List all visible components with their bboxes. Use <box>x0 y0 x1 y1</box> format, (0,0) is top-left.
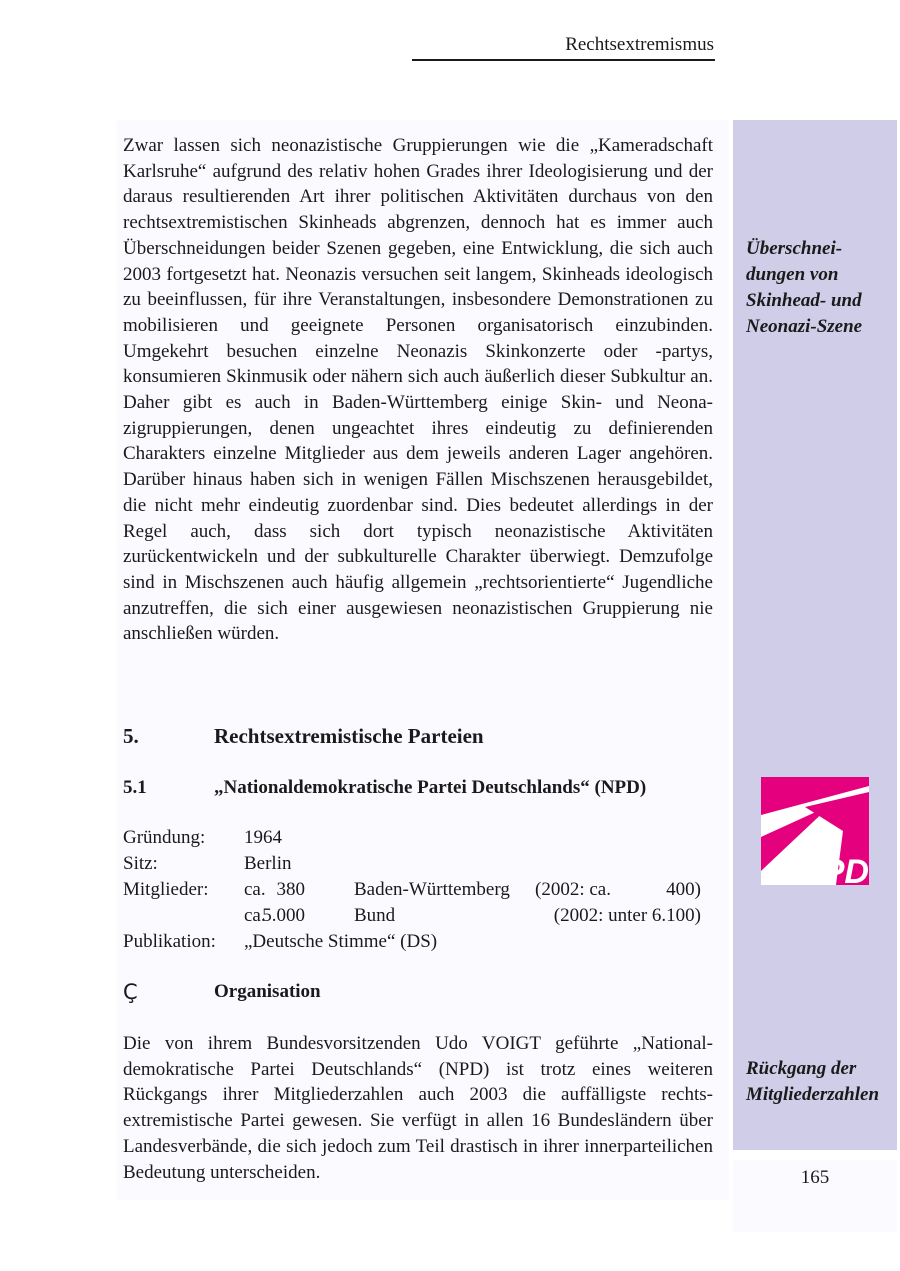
members-prefix: ca. <box>244 879 266 900</box>
fact-founding-label: Gründung: <box>123 827 206 848</box>
organisation-title: Organisation <box>214 981 321 1002</box>
section-5-title: Rechtsextremistische Parteien <box>214 724 484 748</box>
fact-publication-value: „Deutsche Stimme“ (DS) <box>244 931 438 952</box>
fact-founding <box>123 825 703 851</box>
organisation-heading <box>123 980 713 1004</box>
section-5-number: 5. <box>123 724 139 748</box>
running-header: Rechtsextremismus <box>565 34 714 55</box>
fact-members-label: Mitglieder: <box>123 879 209 900</box>
margin-note-overlap: Überschneidungen von Skinhead- und Neonazi-Szene <box>746 238 863 337</box>
fact-founding-value: 1964 <box>244 827 282 848</box>
section-5-1-title: „Nationaldemokratische Partei Deutschlands“ (NPD) <box>214 777 647 798</box>
members-region: Baden-Württemberg <box>354 879 510 900</box>
fact-publication <box>123 929 703 955</box>
organisation-paragraph: Die von ihrem Bundesvorsitzenden Udo VOIGT geführte „Nationaldemokratische Partei Deutschlands“ (NPD) ist trotz eines weiteren Rückgangs ihrer Mitgliederzahlen auch 2003 die auffälligste rechtsextremistische Partei gewesen. Sie verfügt in allen 16 Bundesländern über Landesverbände, die sich jedoch zum Teil drastisch in ihrer innerparteilichen Bedeutung unterscheiden. <box>123 1033 713 1183</box>
members-prev-label: (2002: ca. <box>535 879 611 900</box>
margin-note-decline: Rückgang der Mitgliederzahlen <box>746 1058 880 1105</box>
members-count: 380 <box>276 879 305 900</box>
members-prefix: ca. <box>244 905 266 926</box>
fact-members-regional <box>123 877 703 903</box>
fact-publication-label: Publikation: <box>123 931 216 952</box>
section-5-1-heading <box>123 776 713 800</box>
npd-logo <box>761 777 869 885</box>
party-facts <box>123 825 703 955</box>
fact-seat-label: Sitz: <box>123 853 158 874</box>
members-prev-value: 400) <box>666 879 701 900</box>
section-5-1-number: 5.1 <box>123 777 147 798</box>
fact-seat <box>123 851 703 877</box>
fact-members-federal <box>123 903 703 929</box>
header-rule <box>412 59 715 61</box>
npd-logo-text: NPD <box>797 853 869 885</box>
fact-seat-value: Berlin <box>244 853 292 874</box>
members-prev-label: (2002: unter 6.100) <box>553 905 701 926</box>
section-5-heading <box>123 723 713 749</box>
intro-paragraph: Zwar lassen sich neonazistische Gruppierungen wie die „Kameradschaft Karlsruhe“ aufgrund des relativ hohen Grades ihrer Ideologisierung und der daraus resultierenden Art ihrer politischen Aktivitäten durchaus von den rechtsextremistischen Skinheads abgrenzen, dennoch hat es immer auch Überschneidungen beider Szenen gegeben, eine Entwicklung, die sich auch 2003 fortgesetzt hat. Neonazis versuchen seit langem, Skinheads ideologisch zu beeinflussen, für ihre Veranstaltungen, insbesondere Demonstrationen zu mobilisieren und geeignete Personen organisatorisch einzubinden. Umgekehrt besuchen einzelne Neonazis Skinkonzerte oder -partys, konsumieren Skinmusik oder nähern sich auch äußerlich dieser Subkultur an. Daher gibt es auch in Baden-Württemberg einige Skin- und Neonazigruppierungen, denen ungeachtet ihres eindeutig zu definierenden Charakters einzelne Mitglieder aus dem jeweils anderen Lager angehören. Darüber hinaus haben sich in wenigen Fällen Mischszenen herausgebildet, die nicht mehr eindeutig zuordenbar sind. Dies bedeutet allerdings in der Regel auch, dass sich dort typisch neonazistische Aktivitäten zurückentwickeln und der subkulturelle Charakter überwiegt. Demzufolge sind in Mischszenen auch häufig allgemein „rechtsorientierte“ Jugendliche anzutreffen, die sich einer ausgewiesen neonazistischen Gruppierung nie anschließen würden. <box>123 135 713 645</box>
members-region: Bund <box>354 905 396 926</box>
organisation-marker: Ç <box>123 980 138 1004</box>
page-number: 165 <box>800 1167 830 1188</box>
members-count: 5.000 <box>262 905 305 926</box>
